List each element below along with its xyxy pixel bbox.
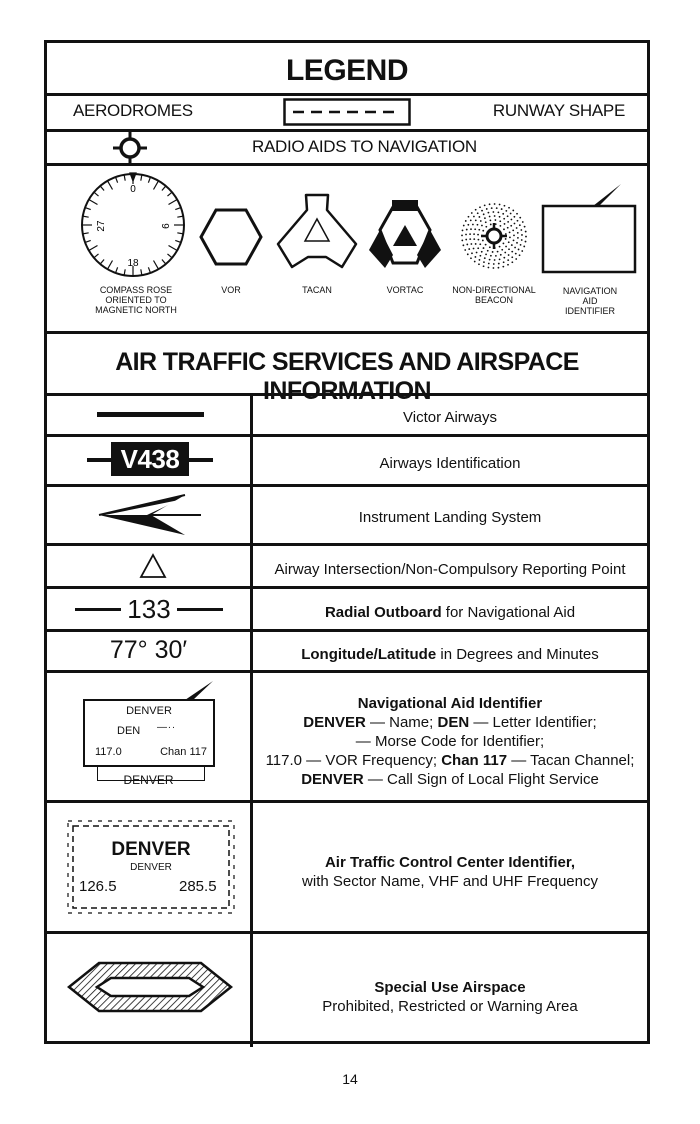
navaid-sample-box (83, 699, 215, 767)
navaid-sample-fss: DENVER (123, 773, 174, 787)
victor-airways-desc: Victor Airways (403, 409, 497, 426)
legend-frame (44, 40, 650, 1044)
divider (47, 434, 647, 437)
ats-title: AIR TRAFFIC SERVICES AND AIRSPACE INFORMATION (115, 348, 579, 405)
radial-line-right (177, 608, 223, 611)
vor-icon (199, 207, 263, 267)
divider (47, 331, 647, 334)
vor-label: VOR (221, 285, 241, 295)
tacan-label: TACAN (302, 285, 332, 295)
compass-w-text: 27 (96, 220, 107, 232)
ils-icon (97, 492, 201, 538)
divider (47, 484, 647, 487)
radial-desc: Radial Outboard for Navigational Aid (324, 604, 576, 621)
latlong-sample: 77° 30′ (109, 636, 188, 664)
compass-n-text: 0 (130, 184, 136, 195)
victor-airway-line (97, 412, 204, 417)
navaid-sample-ident: DEN (117, 725, 141, 737)
special-use-desc: Special Use Airspace Prohibited, Restricted or Warning Area (322, 979, 578, 1015)
compass-rose-label: COMPASS ROSE ORIENTED TO MAGNETIC NORTH (95, 285, 177, 315)
divider (47, 670, 647, 673)
compass-rose-icon (77, 171, 189, 281)
divider (47, 931, 647, 934)
ils-desc: Instrument Landing System (358, 509, 542, 526)
navaid-sample-chan: Chan 117 (160, 746, 207, 758)
atc-center-desc: Air Traffic Control Center Identifier, with Sector Name, VHF and UHF Frequency (302, 854, 598, 890)
ndb-icon (457, 200, 531, 272)
special-use-airspace-icon (67, 961, 233, 1013)
divider (47, 543, 647, 546)
navaid-sample-freq: 117.0 (95, 746, 122, 758)
atc-sample-sector: DENVER (130, 862, 172, 873)
intersection-triangle-icon (139, 553, 167, 579)
divider (47, 93, 647, 96)
vortac-label: VORTAC (386, 285, 424, 295)
vortac-icon (367, 200, 443, 274)
radial-number: 133 (127, 594, 171, 624)
divider (47, 800, 647, 803)
radio-aids-label: RADIO AIDS TO NAVIGATION (252, 137, 477, 156)
aerodromes-label: AERODROMES (73, 101, 193, 120)
runway-shape-icon (283, 98, 411, 126)
divider (47, 629, 647, 632)
radio-aid-icon (113, 132, 147, 164)
navaid-sample-name: DENVER (126, 705, 172, 717)
ndb-label: NON-DIRECTIONAL BEACON (452, 285, 536, 305)
navaid-id-desc: Navigational Aid Identifier DENVER — Name; DEN — Letter Identifier; — Morse Code for Identifier; 117.0 — VOR Frequency; Chan 117 — Tacan Channel; DENVER — Call Sign of Local Flight Service (265, 695, 635, 788)
compass-s-text: 18 (127, 258, 139, 269)
compass-e-text: 9 (159, 223, 170, 229)
navaid-sample-morse: — · · (157, 722, 175, 733)
navaid-sample-flag-icon (175, 679, 215, 703)
runway-shape-label: RUNWAY SHAPE (492, 101, 625, 120)
airway-id-box: V438 (111, 442, 189, 476)
latlong-desc: Longitude/Latitude in Degrees and Minutes (301, 646, 599, 663)
atc-sample-vhf: 126.5 (79, 878, 117, 895)
divider (47, 586, 647, 589)
page-number: 14 (342, 1071, 358, 1087)
atc-sample-name: DENVER (111, 839, 191, 860)
navaid-identifier-icon (541, 182, 639, 276)
navaid-identifier-label: NAVIGATION AID IDENTIFIER (562, 286, 618, 316)
atc-sample-uhf: 285.5 (179, 878, 217, 895)
tacan-icon (276, 192, 358, 272)
intersection-desc: Airway Intersection/Non-Compulsory Reporting Point (274, 561, 626, 578)
radial-line-left (75, 608, 121, 611)
airways-id-desc: Airways Identification (379, 455, 521, 472)
legend-title: LEGEND (285, 54, 408, 87)
